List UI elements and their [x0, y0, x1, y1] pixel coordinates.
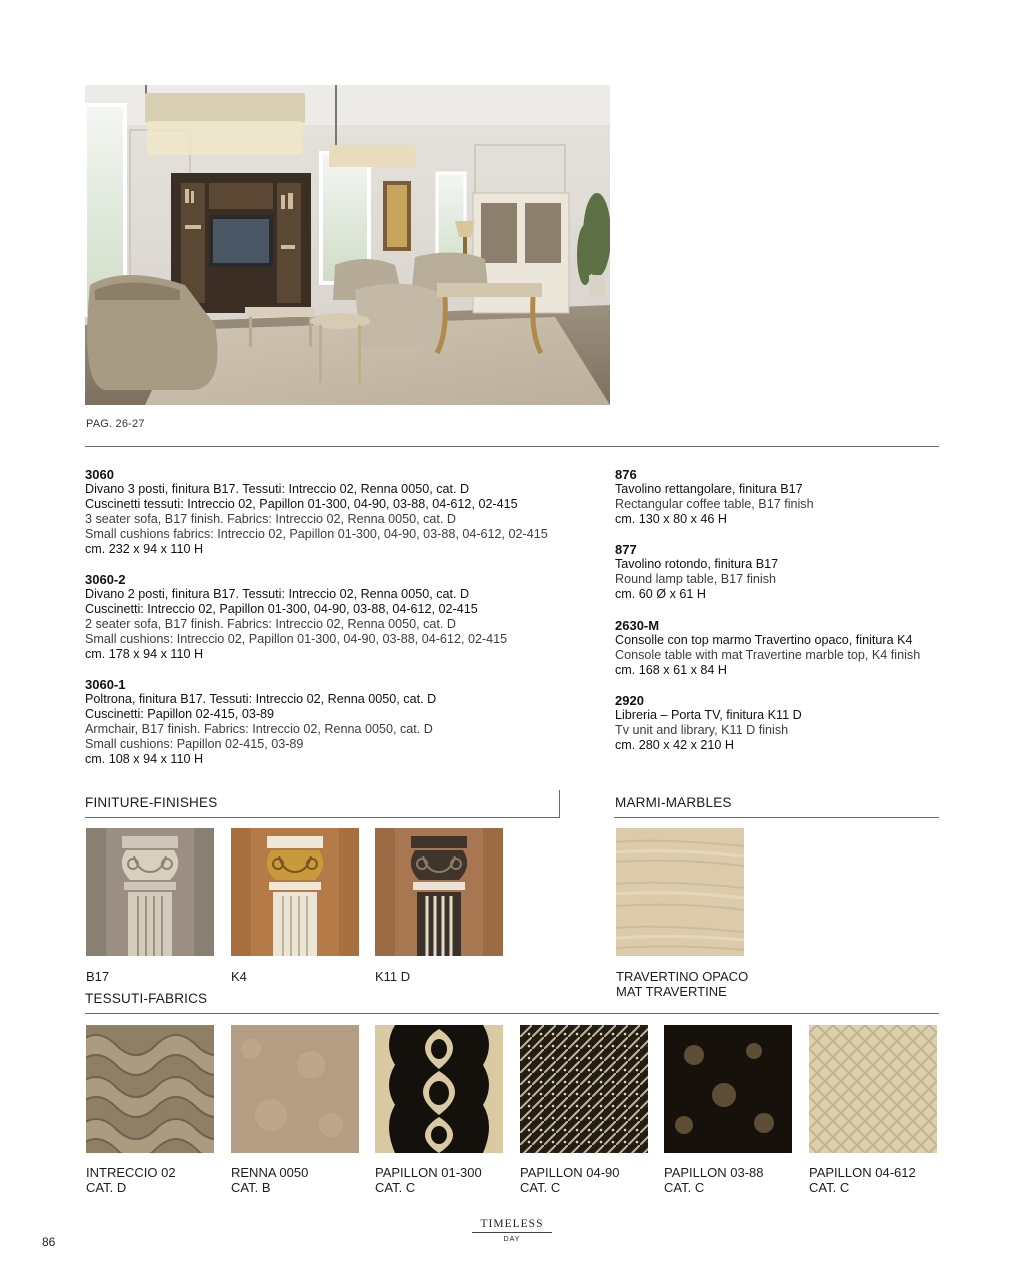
marble-swatch-travertino: [616, 828, 744, 956]
brand-logo: [472, 1218, 552, 1243]
product-desc-it: Divano 3 posti, finitura B17. Tessuti: Intreccio 02, Renna 0050, cat. D: [85, 482, 470, 496]
product-877: [615, 542, 945, 602]
finish-swatch-k4: [231, 828, 359, 956]
product-code: 2630-M: [615, 618, 660, 633]
fabric-label: [520, 1165, 619, 1195]
hero-photo: [85, 85, 610, 405]
fabric-label: [664, 1165, 763, 1195]
product-code: 3060-2: [85, 572, 126, 587]
product-dimensions: cm. 178 x 94 x 110 H: [85, 647, 204, 661]
page-number: 86: [42, 1235, 56, 1249]
product-code: 876: [615, 467, 637, 482]
page-reference: PAG. 26-27: [86, 418, 145, 430]
product-dimensions: cm. 60 Ø x 61 H: [615, 587, 706, 601]
fabric-cat: CAT. C: [375, 1180, 416, 1195]
product-2920: [615, 693, 945, 753]
fabrics-heading: TESSUTI-FABRICS: [85, 991, 208, 1006]
marble-label: [616, 969, 748, 999]
product-code: 2920: [615, 693, 644, 708]
fabric-swatch-papillon-03-88: [664, 1025, 792, 1153]
fabric-name: PAPILLON 01-300: [375, 1165, 482, 1180]
fabric-cat: CAT. C: [809, 1180, 850, 1195]
product-dimensions: cm. 108 x 94 x 110 H: [85, 752, 204, 766]
marbles-heading: MARMI-MARBLES: [615, 795, 732, 810]
product-dimensions: cm. 168 x 61 x 84 H: [615, 663, 727, 677]
finish-label: K11 D: [375, 969, 411, 984]
product-desc-en: Small cushions: Papillon 02-415, 03-89: [85, 737, 304, 751]
product-desc-en: Rectangular coffee table, B17 finish: [615, 497, 814, 511]
fabric-cat: CAT. D: [86, 1180, 127, 1195]
product-desc-en: Round lamp table, B17 finish: [615, 572, 777, 586]
product-desc-it: Cuscinetti: Papillon 02-415, 03-89: [85, 707, 275, 721]
divider: [85, 817, 559, 818]
fabric-name: INTRECCIO 02: [86, 1165, 176, 1180]
fabric-cat: CAT. B: [231, 1180, 271, 1195]
fabric-swatch-papillon-01-300: [375, 1025, 503, 1153]
fabric-name: PAPILLON 04-612: [809, 1165, 916, 1180]
product-code: 877: [615, 542, 637, 557]
product-desc-en: Small cushions fabrics: Intreccio 02, Papillon 01-300, 04-90, 03-88, 04-612, 02-415: [85, 527, 548, 541]
fabric-cat: CAT. C: [520, 1180, 561, 1195]
section-separator: [559, 790, 560, 818]
product-desc-en: 3 seater sofa, B17 finish. Fabrics: Intreccio 02, Renna 0050, cat. D: [85, 512, 457, 526]
product-desc-en: Console table with mat Travertine marble top, K4 finish: [615, 648, 921, 662]
product-desc-it: Poltrona, finitura B17. Tessuti: Intreccio 02, Renna 0050, cat. D: [85, 692, 437, 706]
product-desc-it: Libreria – Porta TV, finitura K11 D: [615, 708, 802, 722]
finish-swatch-k11d: [375, 828, 503, 956]
product-code: 3060-1: [85, 677, 126, 692]
brand-rule: [472, 1232, 552, 1233]
product-desc-en: Armchair, B17 finish. Fabrics: Intreccio 02, Renna 0050, cat. D: [85, 722, 433, 736]
fabric-swatch-papillon-04-90: [520, 1025, 648, 1153]
fabric-label: [375, 1165, 482, 1195]
product-desc-it: Cuscinetti tessuti: Intreccio 02, Papillon 01-300, 04-90, 03-88, 04-612, 02-415: [85, 497, 518, 511]
product-desc-it: Consolle con top marmo Travertino opaco, finitura K4: [615, 633, 913, 647]
product-desc-it: Cuscinetti: Intreccio 02, Papillon 01-300, 04-90, 03-88, 04-612, 02-415: [85, 602, 478, 616]
fabric-swatch-intreccio: [86, 1025, 214, 1153]
fabric-label: [231, 1165, 308, 1195]
fabric-cat: CAT. C: [664, 1180, 705, 1195]
divider: [85, 1013, 939, 1014]
fabric-label: [809, 1165, 916, 1195]
brand-subtitle: DAY: [503, 1236, 521, 1243]
finish-swatch-b17: [86, 828, 214, 956]
product-3060: [85, 467, 595, 557]
product-3060-2: [85, 572, 595, 662]
product-desc-it: Tavolino rotondo, finitura B17: [615, 557, 779, 571]
product-desc-en: Tv unit and library, K11 D finish: [615, 723, 789, 737]
fabric-swatch-renna: [231, 1025, 359, 1153]
fabric-label: [86, 1165, 176, 1195]
marble-label-en: MAT TRAVERTINE: [616, 984, 727, 999]
fabric-swatch-papillon-04-612: [809, 1025, 937, 1153]
product-desc-en: 2 seater sofa, B17 finish. Fabrics: Intreccio 02, Renna 0050, cat. D: [85, 617, 457, 631]
fabric-name: RENNA 0050: [231, 1165, 309, 1180]
divider: [85, 446, 939, 447]
product-dimensions: cm. 280 x 42 x 210 H: [615, 738, 735, 752]
product-desc-en: Small cushions: Intreccio 02, Papillon 01-300, 04-90, 03-88, 04-612, 02-415: [85, 632, 508, 646]
product-code: 3060: [85, 467, 114, 482]
marble-label-it: TRAVERTINO OPACO: [616, 969, 749, 984]
divider: [614, 817, 939, 818]
finish-label: B17: [86, 969, 110, 984]
product-3060-1: [85, 677, 595, 767]
fabric-name: PAPILLON 04-90: [520, 1165, 620, 1180]
finish-label: K4: [231, 969, 247, 984]
product-desc-it: Tavolino rettangolare, finitura B17: [615, 482, 803, 496]
finishes-heading: FINITURE-FINISHES: [85, 795, 218, 810]
product-876: [615, 467, 945, 527]
product-dimensions: cm. 232 x 94 x 110 H: [85, 542, 204, 556]
product-dimensions: cm. 130 x 80 x 46 H: [615, 512, 727, 526]
fabric-name: PAPILLON 03-88: [664, 1165, 764, 1180]
product-2630-m: [615, 618, 945, 678]
product-desc-it: Divano 2 posti, finitura B17. Tessuti: Intreccio 02, Renna 0050, cat. D: [85, 587, 470, 601]
brand-name: TIMELESS: [480, 1218, 544, 1230]
